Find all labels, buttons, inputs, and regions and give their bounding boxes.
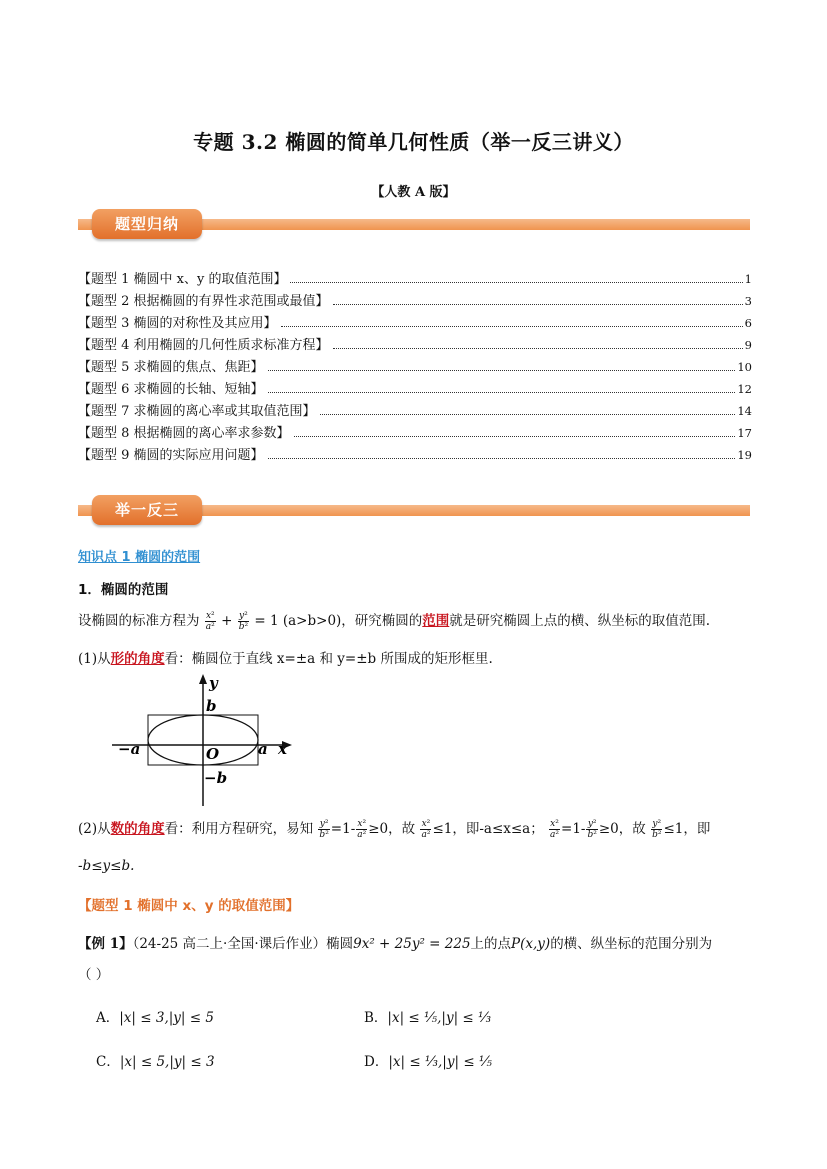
- toc-item[interactable]: [78, 444, 752, 466]
- toc-leader: [268, 458, 736, 459]
- text: =1-: [330, 821, 356, 837]
- toc-item-label: 【题型 8 根据椭圆的离心率求参数】: [78, 426, 290, 441]
- toc-item-page: 19: [737, 448, 752, 462]
- toc-item-label: 【题型 9 椭圆的实际应用问题】: [78, 448, 264, 463]
- option-c[interactable]: [96, 1050, 215, 1070]
- toc-item[interactable]: [78, 422, 752, 444]
- option-letter: A．: [96, 1010, 120, 1026]
- text: (2)从: [78, 821, 111, 837]
- document-title: 专题 3.2 椭圆的简单几何性质（举一反三讲义）: [193, 130, 634, 154]
- option-a[interactable]: [96, 1006, 214, 1026]
- option-math: |x| ≤ ⅕,|y| ≤ ⅓: [387, 1010, 492, 1026]
- x-axis-label: x: [278, 740, 287, 758]
- text: 就是研究椭圆上点的横、纵坐标的取值范围.: [449, 613, 711, 629]
- origin-label: O: [206, 745, 220, 763]
- toc-item[interactable]: [78, 312, 752, 334]
- y-axis-arrow: [199, 674, 207, 684]
- example-point: P(x,y): [511, 936, 551, 952]
- summary-banner: [78, 208, 750, 242]
- toc-item[interactable]: [78, 400, 752, 422]
- highlight-number: 数的角度: [110, 821, 165, 837]
- option-math: |x| ≤ 3,|y| ≤ 5: [119, 1010, 214, 1026]
- fraction-y2-b2: $\frac{\text{y²}}{\text{b²}}$: [319, 819, 329, 840]
- table-of-contents: [78, 268, 752, 466]
- option-letter: B．: [364, 1010, 388, 1026]
- ellipse-figure: [108, 670, 298, 808]
- toc-item-page: 1: [744, 272, 752, 286]
- toc-item-page: 10: [737, 360, 752, 374]
- toc-item-page: 6: [744, 316, 752, 330]
- paragraph-shape-view: [78, 647, 493, 667]
- toc-leader: [333, 304, 743, 305]
- example-statement: [78, 932, 712, 952]
- toc-item[interactable]: [78, 268, 752, 290]
- knowledge-point-heading: 知识点 1 椭圆的范围: [78, 550, 201, 565]
- toc-leader: [333, 348, 743, 349]
- equals-one: = 1: [254, 613, 279, 629]
- toc-leader: [294, 436, 736, 437]
- toc-item-label: 【题型 1 椭圆中 x、y 的取值范围】: [78, 272, 287, 287]
- fraction-x2-a2: $\frac{\text{x²}}{\text{a²}}$: [205, 611, 215, 632]
- y-axis-label: y: [209, 674, 218, 692]
- text: (1)从: [78, 651, 111, 667]
- toc-leader: [290, 282, 742, 283]
- text: ≤1，即: [663, 821, 711, 837]
- text: 的横、纵坐标的范围分别为: [550, 936, 713, 952]
- toc-item[interactable]: [78, 378, 752, 400]
- text: ≤1，即-a≤x≤a；: [432, 821, 544, 837]
- toc-item-page: 9: [744, 338, 752, 352]
- plus-sign: +: [221, 613, 233, 629]
- b-positive-label: b: [206, 697, 217, 715]
- fraction-x2-a2: $\frac{\text{x²}}{\text{a²}}$: [550, 819, 560, 840]
- answer-parentheses: （ ）: [78, 967, 110, 983]
- toc-item-page: 12: [737, 382, 752, 396]
- text: 设椭圆的标准方程为: [78, 613, 200, 629]
- a-negative-label: −a: [118, 740, 141, 758]
- option-d[interactable]: [364, 1050, 492, 1070]
- toc-item-label: 【题型 5 求椭圆的焦点、焦距】: [78, 360, 264, 375]
- fraction-x2-a2: $\frac{\text{x²}}{\text{a²}}$: [421, 819, 431, 840]
- fraction-x2-a2: $\frac{\text{x²}}{\text{a²}}$: [357, 819, 367, 840]
- toc-item[interactable]: [78, 334, 752, 356]
- toc-item-page: 14: [737, 404, 752, 418]
- toc-leader: [268, 370, 736, 371]
- example-label: 【例 1】: [78, 936, 133, 952]
- toc-item-page: 17: [737, 426, 752, 440]
- text: (a>b>0)，研究椭圆的: [282, 613, 423, 629]
- fraction-y2-b2: $\frac{\text{y²}}{\text{b²}}$: [238, 611, 249, 632]
- problem-topic-heading: 【题型 1 椭圆中 x、y 的取值范围】: [78, 898, 300, 914]
- toc-leader: [268, 392, 736, 393]
- toc-item-label: 【题型 7 求椭圆的离心率或其取值范围】: [78, 404, 316, 419]
- practice-banner: [78, 494, 750, 528]
- toc-item[interactable]: [78, 356, 752, 378]
- toc-item-label: 【题型 6 求椭圆的长轴、短轴】: [78, 382, 264, 397]
- highlight-range: 范围: [422, 613, 450, 629]
- option-letter: D．: [364, 1054, 389, 1070]
- highlight-shape: 形的角度: [110, 651, 165, 667]
- toc-leader: [281, 326, 743, 327]
- toc-item-page: 3: [744, 294, 752, 308]
- toc-item-label: 【题型 4 利用椭圆的几何性质求标准方程】: [78, 338, 329, 353]
- example-source: （24-25 高二上·全国·课后作业）椭圆: [132, 936, 354, 952]
- banner-tag: 题型归纳: [92, 209, 202, 239]
- option-math: |x| ≤ 5,|y| ≤ 3: [119, 1054, 215, 1070]
- section-heading: 1．椭圆的范围: [78, 582, 169, 598]
- text: ≥0，故: [598, 821, 646, 837]
- fraction-y2-b2: $\frac{\text{y²}}{\text{b²}}$: [587, 819, 597, 840]
- toc-leader: [320, 414, 736, 415]
- text: ≥0，故: [368, 821, 416, 837]
- option-math: |x| ≤ ⅓,|y| ≤ ⅕: [388, 1054, 493, 1070]
- paragraph-number-view: [78, 814, 710, 844]
- text: =1-: [561, 821, 586, 837]
- text: 上的点: [470, 936, 512, 952]
- option-b[interactable]: [364, 1006, 491, 1026]
- toc-item[interactable]: [78, 290, 752, 312]
- toc-item-label: 【题型 2 根据椭圆的有界性求范围或最值】: [78, 294, 329, 309]
- toc-item-label: 【题型 3 椭圆的对称性及其应用】: [78, 316, 277, 331]
- text: 看：椭圆位于直线 x=±a 和 y=±b 所围成的矩形框里.: [164, 651, 493, 667]
- banner-tag: 举一反三: [92, 495, 202, 525]
- a-positive-label: a: [258, 740, 268, 758]
- paragraph-number-view-tail: -b≤y≤b.: [78, 858, 135, 874]
- text: 看：利用方程研究，易知: [164, 821, 314, 837]
- b-negative-label: −b: [204, 769, 228, 787]
- document-subtitle: 【人教 A 版】: [371, 185, 456, 200]
- example-equation: 9x² + 25y² = 225: [353, 936, 471, 952]
- fraction-y2-b2: $\frac{\text{y²}}{\text{b²}}$: [652, 819, 662, 840]
- option-letter: C．: [96, 1054, 120, 1070]
- paragraph-definition: [78, 606, 710, 636]
